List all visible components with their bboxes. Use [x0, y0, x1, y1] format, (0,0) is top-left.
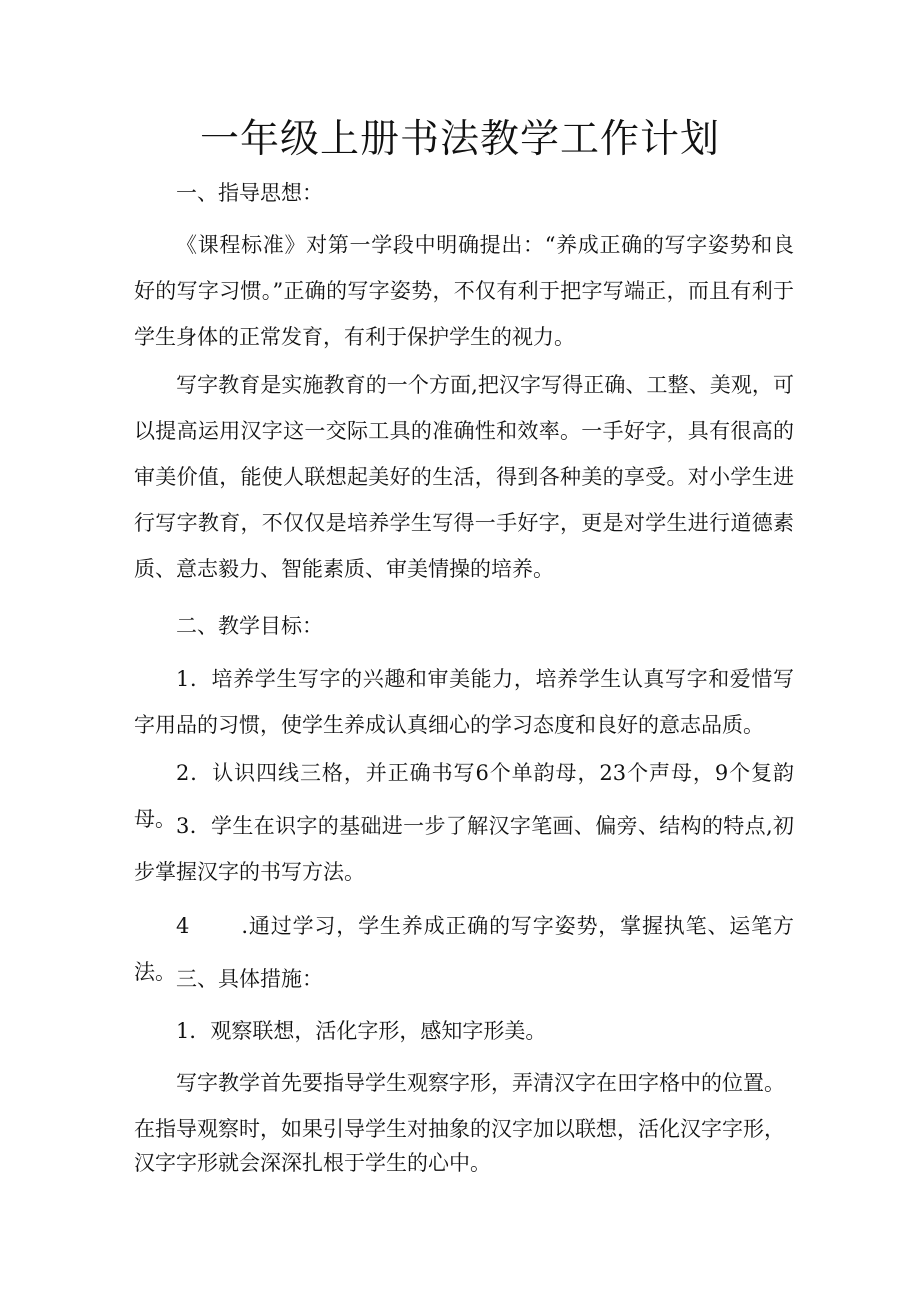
section2-item-3: 3．学生在识字的基础进一步了解汉字笔画、偏旁、结构的特点,初步掌握汉字的书写方法。 [134, 814, 794, 884]
section2-item-1: 1．培养学生写字的兴趣和审美能力，培养学生认真写字和爱惜写字用品的习惯，使学生养成认真细心的学习态度和良好的意志品质。 [134, 667, 794, 737]
section3-paragraph-1: 写字教学首先要指导学生观察字形，弄清汉字在田字格中的位置。 [176, 1071, 785, 1095]
section1-paragraph-1: 《课程标准》对第一学段中明确提出：“养成正确的写字姿势和良好的写字习惯。”正确的写字姿势，不仅有利于把字写端正，而且有利于学生身体的正常发育，有利于保护学生的视力。 [134, 233, 794, 349]
section3-paragraph-2: 在指导观察时，如果引导学生对抽象的汉字加以联想，活化汉字字形，汉字字形就会深深扎根于学生的心中。 [134, 1117, 785, 1175]
section1-heading: 一、指导思想： [176, 181, 323, 205]
section2-item-4-number: 4 [176, 914, 190, 938]
section3-item-1: 1．观察联想，活化字形，感知字形美。 [176, 1019, 547, 1043]
section2-item-2: 2．认识四线三格，并正确书写6个单韵母，23个声母，9个复韵母。 [134, 761, 794, 831]
document-title: 一年级上册书法教学工作计划 [199, 117, 720, 162]
section2-item-4-text: .通过学习，学生养成正确的写字姿势，掌握执笔、运笔方法。 [134, 914, 794, 984]
section2-heading: 二、教学目标： [176, 614, 323, 638]
section1-paragraph-2: 写字教育是实施教育的一个方面,把汉字写得正确、工整、美观，可以提高运用汉字这一交际工具的准确性和效率。一手好字，具有很高的审美价值，能使人联想起美好的生活，得到各种美的享受。对小学生进行写字教育，不仅仅是培养学生写得一手好字，更是对学生进行道德素质、意志毅力、智能素质、审美情操的培养。 [134, 373, 794, 581]
section3-heading: 三、具体措施： [176, 967, 323, 991]
